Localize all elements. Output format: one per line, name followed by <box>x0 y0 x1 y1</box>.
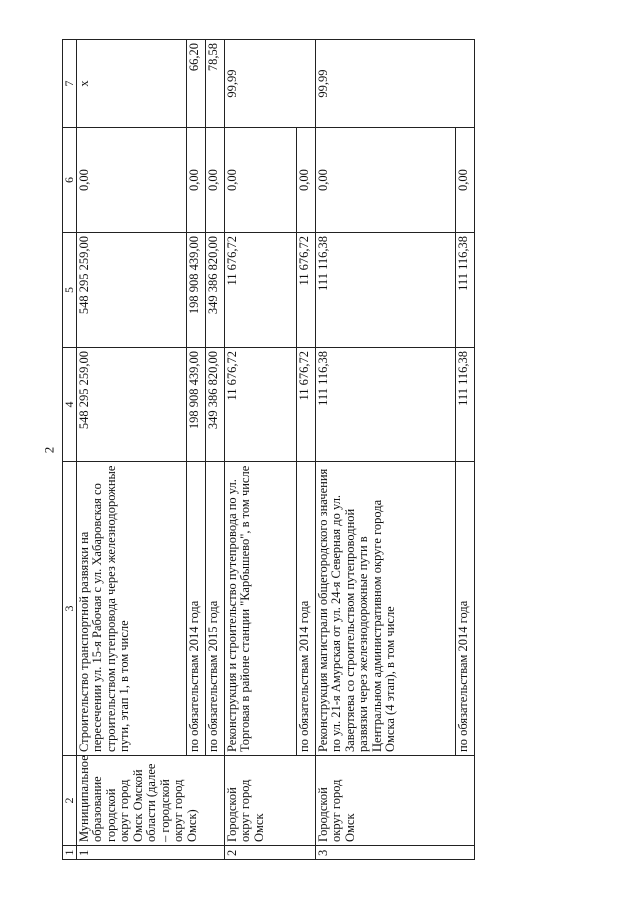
value-cell: 11 676,72 <box>224 233 296 348</box>
table-row <box>224 40 296 860</box>
column-header: 5 <box>63 233 77 348</box>
column-header: 7 <box>63 40 77 128</box>
value-cell: х <box>76 40 186 128</box>
value-cell: 11 676,72 <box>224 348 296 462</box>
value-cell: 0,00 <box>296 128 315 233</box>
value-cell: 78,58 <box>205 40 224 128</box>
object-name-cell: Строительство транспортной развязки на пересечении ул. 15-я Рабочая с ул. Хабаровская со строительством путепровода через железнодорожные пути, этап 1, в том числе <box>76 462 186 756</box>
value-cell: 99,99 <box>224 40 315 128</box>
value-cell: 349 386 820,00 <box>205 348 224 462</box>
value-cell: 111 116,38 <box>315 348 455 462</box>
column-header: 3 <box>63 462 77 756</box>
value-cell: 11 676,72 <box>296 233 315 348</box>
table-subrow <box>205 40 224 860</box>
value-cell: 66,20 <box>186 40 205 128</box>
value-cell: 111 116,38 <box>455 348 474 462</box>
value-cell: 198 908 439,00 <box>186 233 205 348</box>
row-number: 2 <box>224 846 315 860</box>
table-row <box>76 40 186 860</box>
rotated-page <box>62 40 475 860</box>
object-name-cell: по обязательствам 2014 года <box>455 462 474 756</box>
value-cell: 0,00 <box>205 128 224 233</box>
value-cell: 548 295 259,00 <box>76 233 186 348</box>
table-subrow <box>186 40 205 860</box>
row-number: 1 <box>76 846 224 860</box>
column-header: 1 <box>63 846 77 860</box>
municipality-cell: Муниципальное образование городской округ город Омск Омской области (далее – городской округ город Омск) <box>76 756 224 846</box>
value-cell: 0,00 <box>315 128 455 233</box>
object-name-cell: по обязательствам 2014 года <box>296 462 315 756</box>
value-cell: 11 676,72 <box>296 348 315 462</box>
value-cell: 349 386 820,00 <box>205 233 224 348</box>
table-subrow <box>296 40 315 860</box>
value-cell: 111 116,38 <box>315 233 455 348</box>
column-header: 2 <box>63 756 77 846</box>
object-name-cell: по обязательствам 2015 года <box>205 462 224 756</box>
row-number: 3 <box>315 846 474 860</box>
value-cell: 0,00 <box>224 128 296 233</box>
column-header: 6 <box>63 128 77 233</box>
value-cell: 198 908 439,00 <box>186 348 205 462</box>
page-number: 2 <box>41 446 57 454</box>
object-name-cell: Реконструкция магистрали общегородского значения по ул. 21-я Амурская от ул. 24-я Северная до ул. Завертяева со строительством путепроводной развязки через железнодорожные пути в Центральном административном округе города Омска (4 этап), в том числе <box>315 462 455 756</box>
object-name-cell: по обязательствам 2014 года <box>186 462 205 756</box>
municipality-cell: Городской округ город Омск <box>224 756 315 846</box>
column-header: 4 <box>63 348 77 462</box>
value-cell: 99,99 <box>315 40 474 128</box>
value-cell: 0,00 <box>76 128 186 233</box>
municipality-cell: Городской округ город Омск <box>315 756 474 846</box>
table-subrow <box>455 40 474 860</box>
value-cell: 111 116,38 <box>455 233 474 348</box>
table-row <box>315 40 455 860</box>
header-row <box>63 40 77 860</box>
value-cell: 0,00 <box>186 128 205 233</box>
object-name-cell: Реконструкция и строительство путепровода по ул. Торговая в районе станции "Карбышево", в том числе <box>224 462 296 756</box>
value-cell: 0,00 <box>455 128 474 233</box>
financing-table <box>62 39 475 860</box>
value-cell: 548 295 259,00 <box>76 348 186 462</box>
